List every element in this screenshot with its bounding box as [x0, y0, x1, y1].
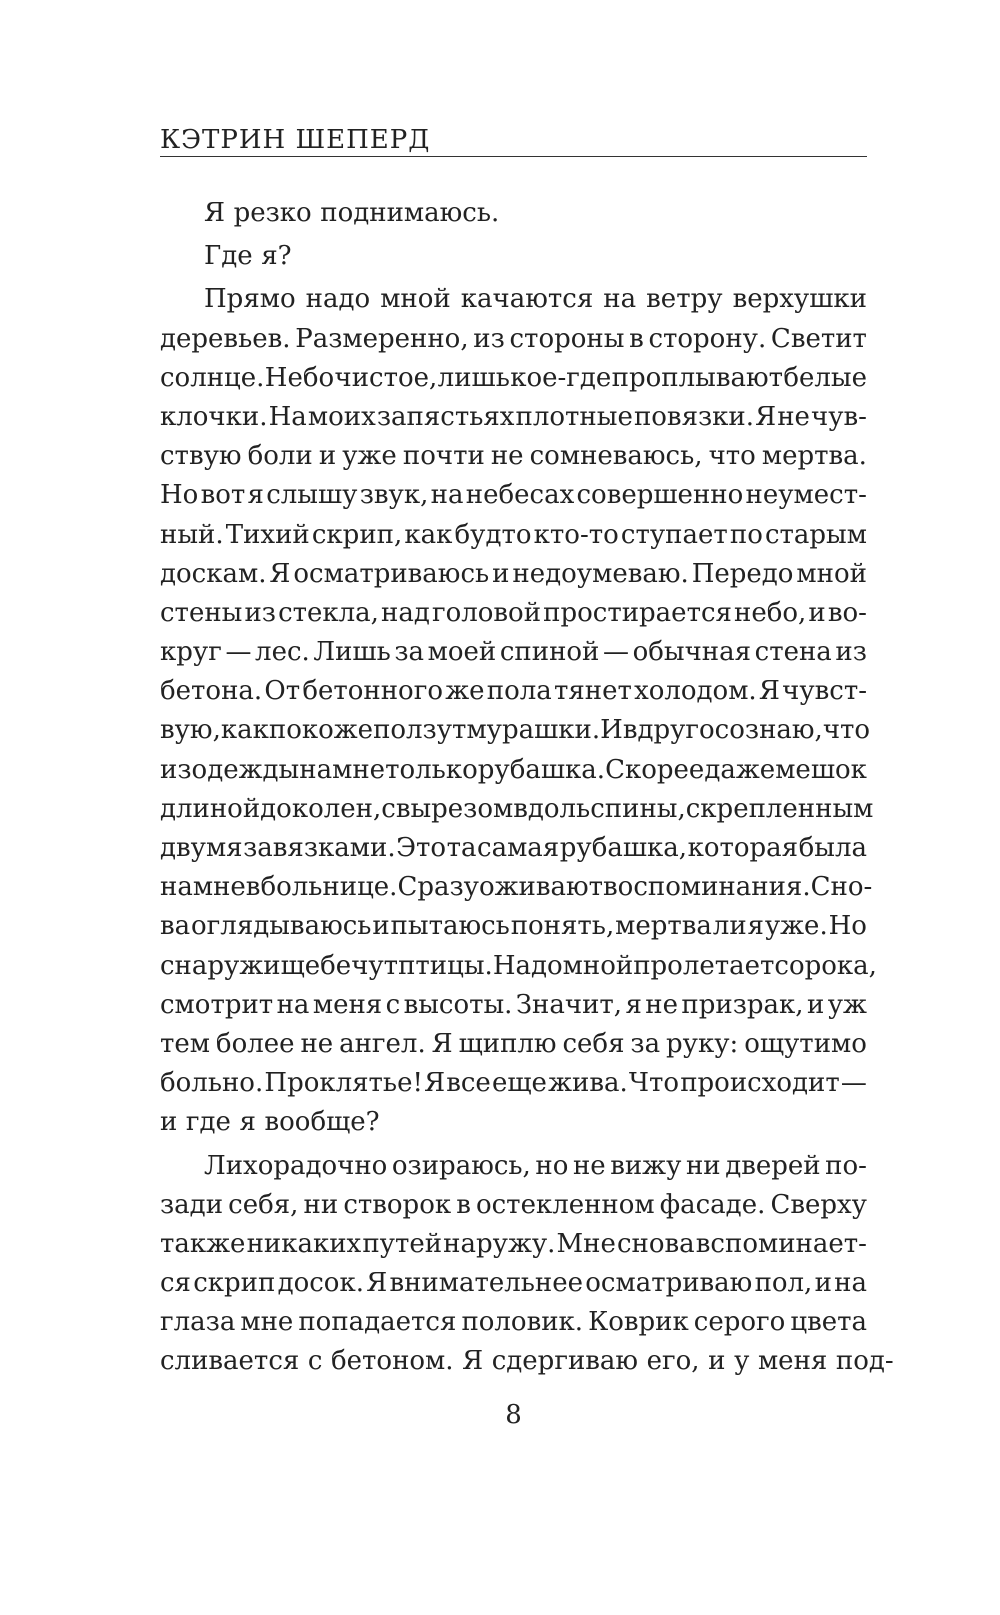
text-line: из одежды на мне только рубашка. Скорее даже мешок	[160, 754, 867, 785]
text-line: вую, как по коже ползут мурашки. И вдруг осознаю, что	[160, 715, 871, 746]
text-line: Где я?	[204, 241, 292, 272]
text-line: на мне в больнице. Сразу оживают воспоминания. Сно-	[160, 872, 873, 903]
text-line: ный. Тихий скрип, как будто кто-то ступает по старым	[160, 519, 867, 550]
text-line: Прямо надо мной качаются на ветру верхушки	[204, 284, 867, 315]
text-line: двумя завязками. Это та самая рубашка, которая была	[160, 833, 867, 863]
body-text	[160, 194, 894, 1382]
text-line: ся скрип досок. Я внимательнее осматриваю пол, и на	[160, 1268, 867, 1299]
paragraph	[160, 280, 877, 1142]
text-line: и где я вообще?	[160, 1107, 380, 1138]
text-line: ва оглядываюсь и пытаюсь понять, мертва ли я уже. Но	[160, 911, 867, 942]
text-line: снаружи щебечут птицы. Надо мной пролетает сорока,	[160, 950, 877, 981]
text-line: бетона. От бетонного же пола тянет холодом. Я чувст-	[160, 676, 867, 707]
text-line: больно. Проклятье! Я все еще жива. Что происходит —	[160, 1068, 867, 1099]
text-line: Я резко поднимаюсь.	[204, 198, 500, 228]
text-line: глаза мне попадается половик. Коврик серого цвета	[160, 1307, 867, 1338]
paragraph	[160, 194, 867, 233]
text-line: смотрит на меня с высоты. Значит, я не призрак, и уж	[160, 989, 867, 1020]
text-line: тем более не ангел. Я щиплю себя за руку: ощутимо	[160, 1028, 867, 1059]
text-line: сливается с бетоном. Я сдергиваю его, и у меня под-	[160, 1346, 894, 1377]
running-head-author: КЭТРИН ШЕПЕРД	[160, 125, 431, 155]
text-line: деревьев. Размеренно, из стороны в сторону. Светит	[160, 323, 867, 354]
paragraph	[160, 1147, 894, 1382]
text-line: круг — лес. Лишь за моей спиной — обычная стена из	[160, 637, 867, 668]
text-line: клочки. На моих запястьях плотные повязки. Я не чув-	[160, 401, 867, 432]
text-line: солнце. Небо чистое, лишь кое-где проплывают белые	[160, 362, 867, 393]
text-line: ствую боли и уже почти не сомневаюсь, что мертва.	[160, 441, 867, 472]
running-head	[160, 120, 867, 157]
text-line: также никаких путей наружу. Мне снова вспоминает-	[160, 1228, 867, 1259]
paragraph	[160, 237, 867, 276]
text-line: доскам. Я осматриваюсь и недоумеваю. Передо мной	[160, 558, 867, 589]
page-number: 8	[505, 1400, 522, 1430]
text-line: зади себя, ни створок в остекленном фасаде. Сверху	[160, 1189, 867, 1220]
text-line: стены из стекла, над головой простирается небо, и во-	[160, 597, 867, 628]
text-line: Лихорадочно озираюсь, но не вижу ни дверей по-	[204, 1150, 867, 1181]
text-line: длиной до колен, с вырезом вдоль спины, скрепленным	[160, 793, 874, 824]
text-line: Но вот я слышу звук, на небесах совершенно неумест-	[160, 480, 867, 511]
